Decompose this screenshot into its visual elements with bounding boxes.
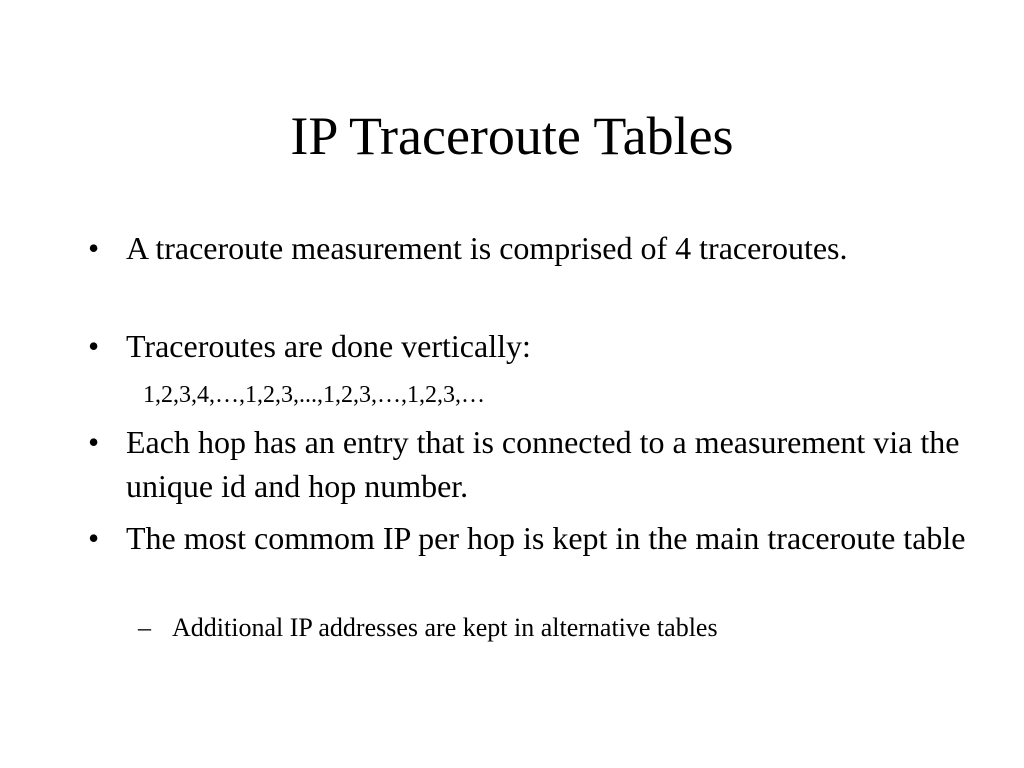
sub-bullet-dash: – <box>138 613 151 642</box>
bullet-dot: • <box>88 230 100 266</box>
bullet-dot: • <box>88 520 100 556</box>
bullet-text: A traceroute measurement is comprised of 4 traceroutes. <box>126 230 848 266</box>
bullet-dot: • <box>88 328 100 364</box>
bullet-text: Each hop has an entry that is connected to a measurement via the unique id and hop number. <box>126 424 960 504</box>
sub-item-sequence: 1,2,3,4,…,1,2,3,...,1,2,3,…,1,2,3,… <box>143 382 485 408</box>
sub-bullet-text: Additional IP addresses are kept in alternative tables <box>172 613 718 642</box>
slide-title: IP Traceroute Tables <box>290 106 734 166</box>
bullet-dot: • <box>88 424 100 460</box>
bullet-text: Traceroutes are done vertically: <box>126 328 531 364</box>
bullet-text: The most commom IP per hop is kept in the main traceroute table <box>126 520 966 556</box>
